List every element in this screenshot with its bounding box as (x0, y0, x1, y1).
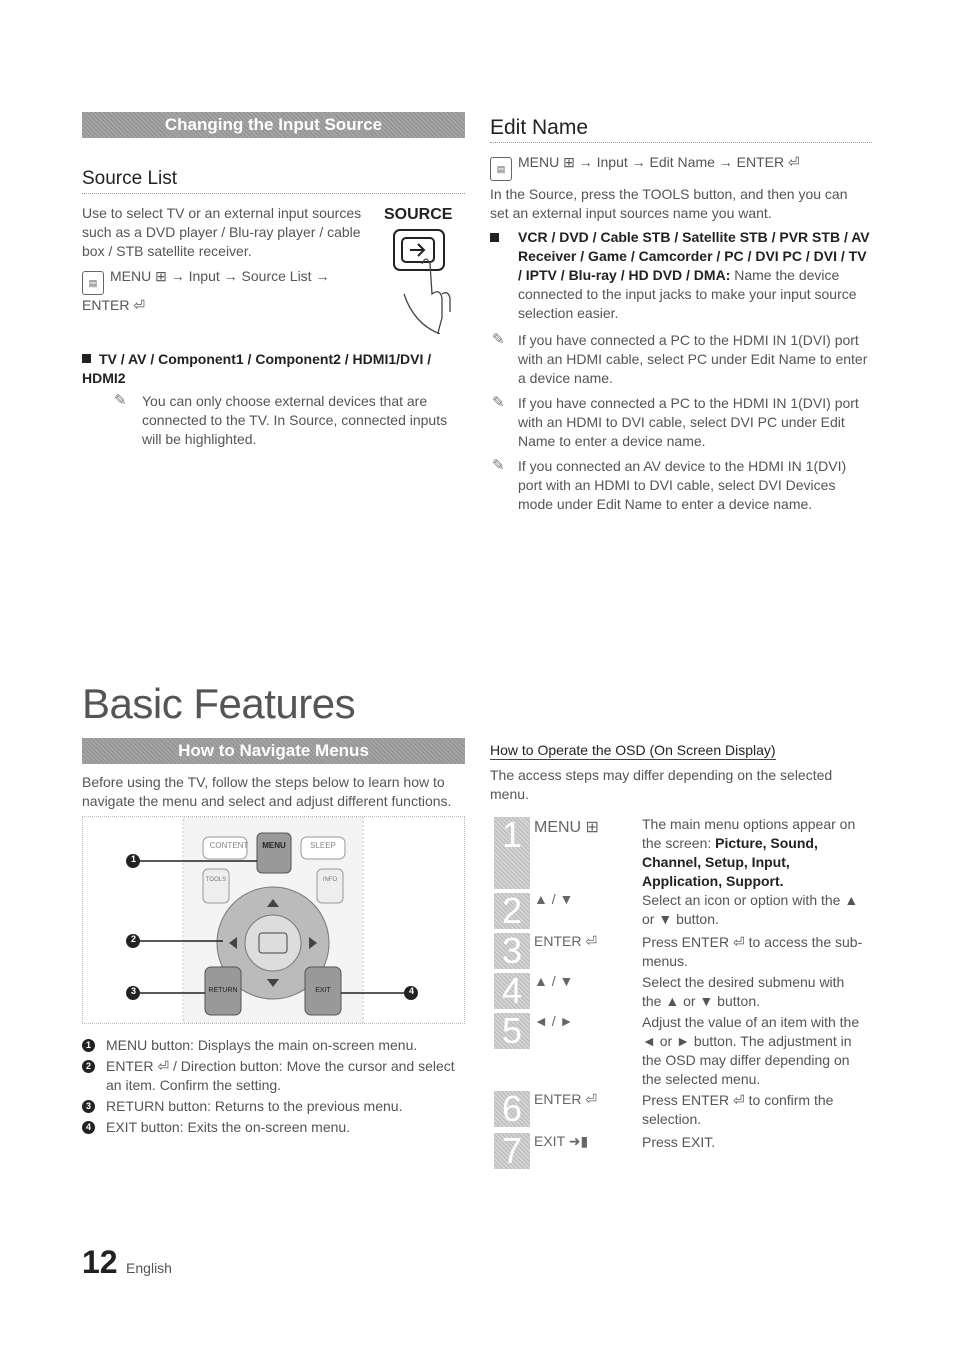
menu-key-label: MENU (262, 841, 286, 850)
osd-step-3 (490, 930, 870, 973)
section-title: Basic Features (82, 680, 356, 727)
step-text: Press EXIT. (642, 1134, 716, 1150)
remote-illustration (82, 816, 465, 1024)
edit-name-note-3: ✎ If you connected an AV device to the HDMI IN 1(DVI) port with an HDMI to DVI cable, select DVI Devices mode under Edit Name to enter a device name. (492, 457, 847, 512)
osd-step-4 (490, 970, 870, 1013)
step-label: ENTER ⏎ (534, 933, 598, 949)
source-list-heading: Source List (82, 168, 465, 194)
edit-name-item: VCR / DVD / Cable STB / Satellite STB / PVR STB / AV Receiver / Game / Camcorder / PC / DVI PC / DVI / TV / IPTV / Blu-ray / HD DVD / DMA: Name the device connected to the input jacks to make your input source selection easier. (490, 228, 870, 323)
callout-3: 3 (130, 986, 136, 996)
step-number: 6 (494, 1091, 530, 1127)
navigate-intro: Before using the TV, follow the steps below to learn how to navigate the menu and select and adjust different functions. (82, 774, 452, 809)
page-language: English (126, 1260, 172, 1276)
step-label: ◄ / ► (534, 1013, 574, 1029)
callout-2: 2 (130, 934, 136, 944)
return-key-label: RETURN (208, 987, 238, 994)
bullet-icon (490, 233, 499, 242)
step-number: 7 (494, 1133, 530, 1169)
step-text: Adjust the value of an item with the ◄ or ► button. The adjustment in the OSD may differ depending on the selected menu. (642, 1014, 860, 1087)
legend-item-2: 2 ENTER ⏎ / Direction button: Move the cursor and select an item. Confirm the setting. (82, 1057, 465, 1095)
navigate-banner: How to Navigate Menus (82, 738, 465, 764)
osd-intro: The access steps may differ depending on the selected menu. (490, 767, 833, 802)
info-key-label: INFO (322, 877, 338, 883)
step-number: 1 (494, 817, 530, 889)
note-pencil-icon: ✎ (492, 394, 505, 411)
step-number: 5 (494, 1013, 530, 1049)
bullet-icon (82, 354, 91, 363)
legend-item-3: 3 RETURN button: Returns to the previous menu. (82, 1097, 465, 1116)
legend-item-1: 1 MENU button: Displays the main on-screen menu. (82, 1036, 465, 1055)
hand-press-icon (384, 224, 464, 334)
source-list-note: ✎ You can only choose external devices that are connected to the TV. In Source, connected inputs will be highlighted. (114, 392, 448, 447)
osd-step-7 (490, 1130, 870, 1173)
page-number: 12 (82, 1244, 118, 1280)
step-text: Press ENTER ⏎ to access the sub-menus. (642, 934, 863, 969)
osd-heading: How to Operate the OSD (On Screen Display) (490, 742, 776, 758)
step-label: ENTER ⏎ (534, 1091, 598, 1107)
osd-steps (490, 815, 870, 1173)
step-label: ▲ / ▼ (534, 973, 574, 989)
note-pencil-icon: ✎ (492, 457, 505, 474)
exit-key-label: EXIT (315, 987, 331, 994)
content-key-label: CONTENT (209, 841, 249, 850)
step-label: ▲ / ▼ (534, 891, 574, 907)
edit-name-intro: In the Source, press the TOOLS button, and then you can set an external input sources name you want. (490, 186, 848, 221)
step-label: EXIT ➜▮ (534, 1133, 589, 1149)
navigate-legend (82, 1036, 465, 1137)
osd-step-1 (490, 815, 870, 891)
source-label: SOURCE (384, 206, 453, 223)
menu-memo-icon: ▤ (490, 157, 512, 181)
menu-memo-icon: ▤ (82, 271, 104, 295)
step-text: Select the desired submenu with the ▲ or ▼ button. (642, 974, 845, 1009)
step-number: 3 (494, 933, 530, 969)
step-number: 2 (494, 893, 530, 929)
osd-step-5 (490, 1010, 870, 1091)
input-source-banner: Changing the Input Source (82, 112, 465, 138)
page-footer (82, 1244, 172, 1281)
edit-name-heading: Edit Name (490, 116, 872, 143)
callout-4: 4 (408, 986, 414, 996)
edit-name-note-2: ✎ If you have connected a PC to the HDMI IN 1(DVI) port with an HDMI to DVI cable, select DVI PC under Edit Name to enter a device name. (492, 394, 859, 449)
source-list-path: ▤ MENU ⊞ → Input → Source List → ENTER ⏎ (82, 268, 330, 313)
note-pencil-icon: ✎ (114, 392, 127, 409)
callout-1: 1 (130, 854, 136, 864)
note-pencil-icon: ✎ (492, 331, 505, 348)
legend-item-4: 4 EXIT button: Exits the on-screen menu. (82, 1118, 465, 1137)
step-text: The main menu options appear on the screen: Picture, Sound, Channel, Setup, Input, Application, Support. (642, 816, 856, 889)
osd-step-6 (490, 1088, 870, 1133)
step-text: Press ENTER ⏎ to confirm the selection. (642, 1092, 834, 1127)
edit-name-path: ▤ MENU ⊞ → Input → Edit Name → ENTER ⏎ (490, 153, 870, 181)
step-number: 4 (494, 973, 530, 1009)
source-list-desc: Use to select TV or an external input sources such as a DVD player / Blu-ray player / cable box / STB satellite receiver. (82, 205, 362, 259)
sleep-key-label: SLEEP (310, 841, 336, 850)
source-list-item: TV / AV / Component1 / Component2 / HDMI1/DVI / HDMI2 (82, 351, 432, 386)
tools-key-label: TOOLS (205, 877, 227, 883)
source-button-illustration (384, 206, 464, 336)
osd-step-2 (490, 891, 870, 933)
step-label: MENU ⊞ (534, 819, 599, 836)
step-text: Select an icon or option with the ▲ or ▼ button. (642, 892, 859, 927)
edit-name-note-1: ✎ If you have connected a PC to the HDMI IN 1(DVI) port with an HDMI cable, select PC under Edit Name to enter a device name. (492, 331, 868, 386)
